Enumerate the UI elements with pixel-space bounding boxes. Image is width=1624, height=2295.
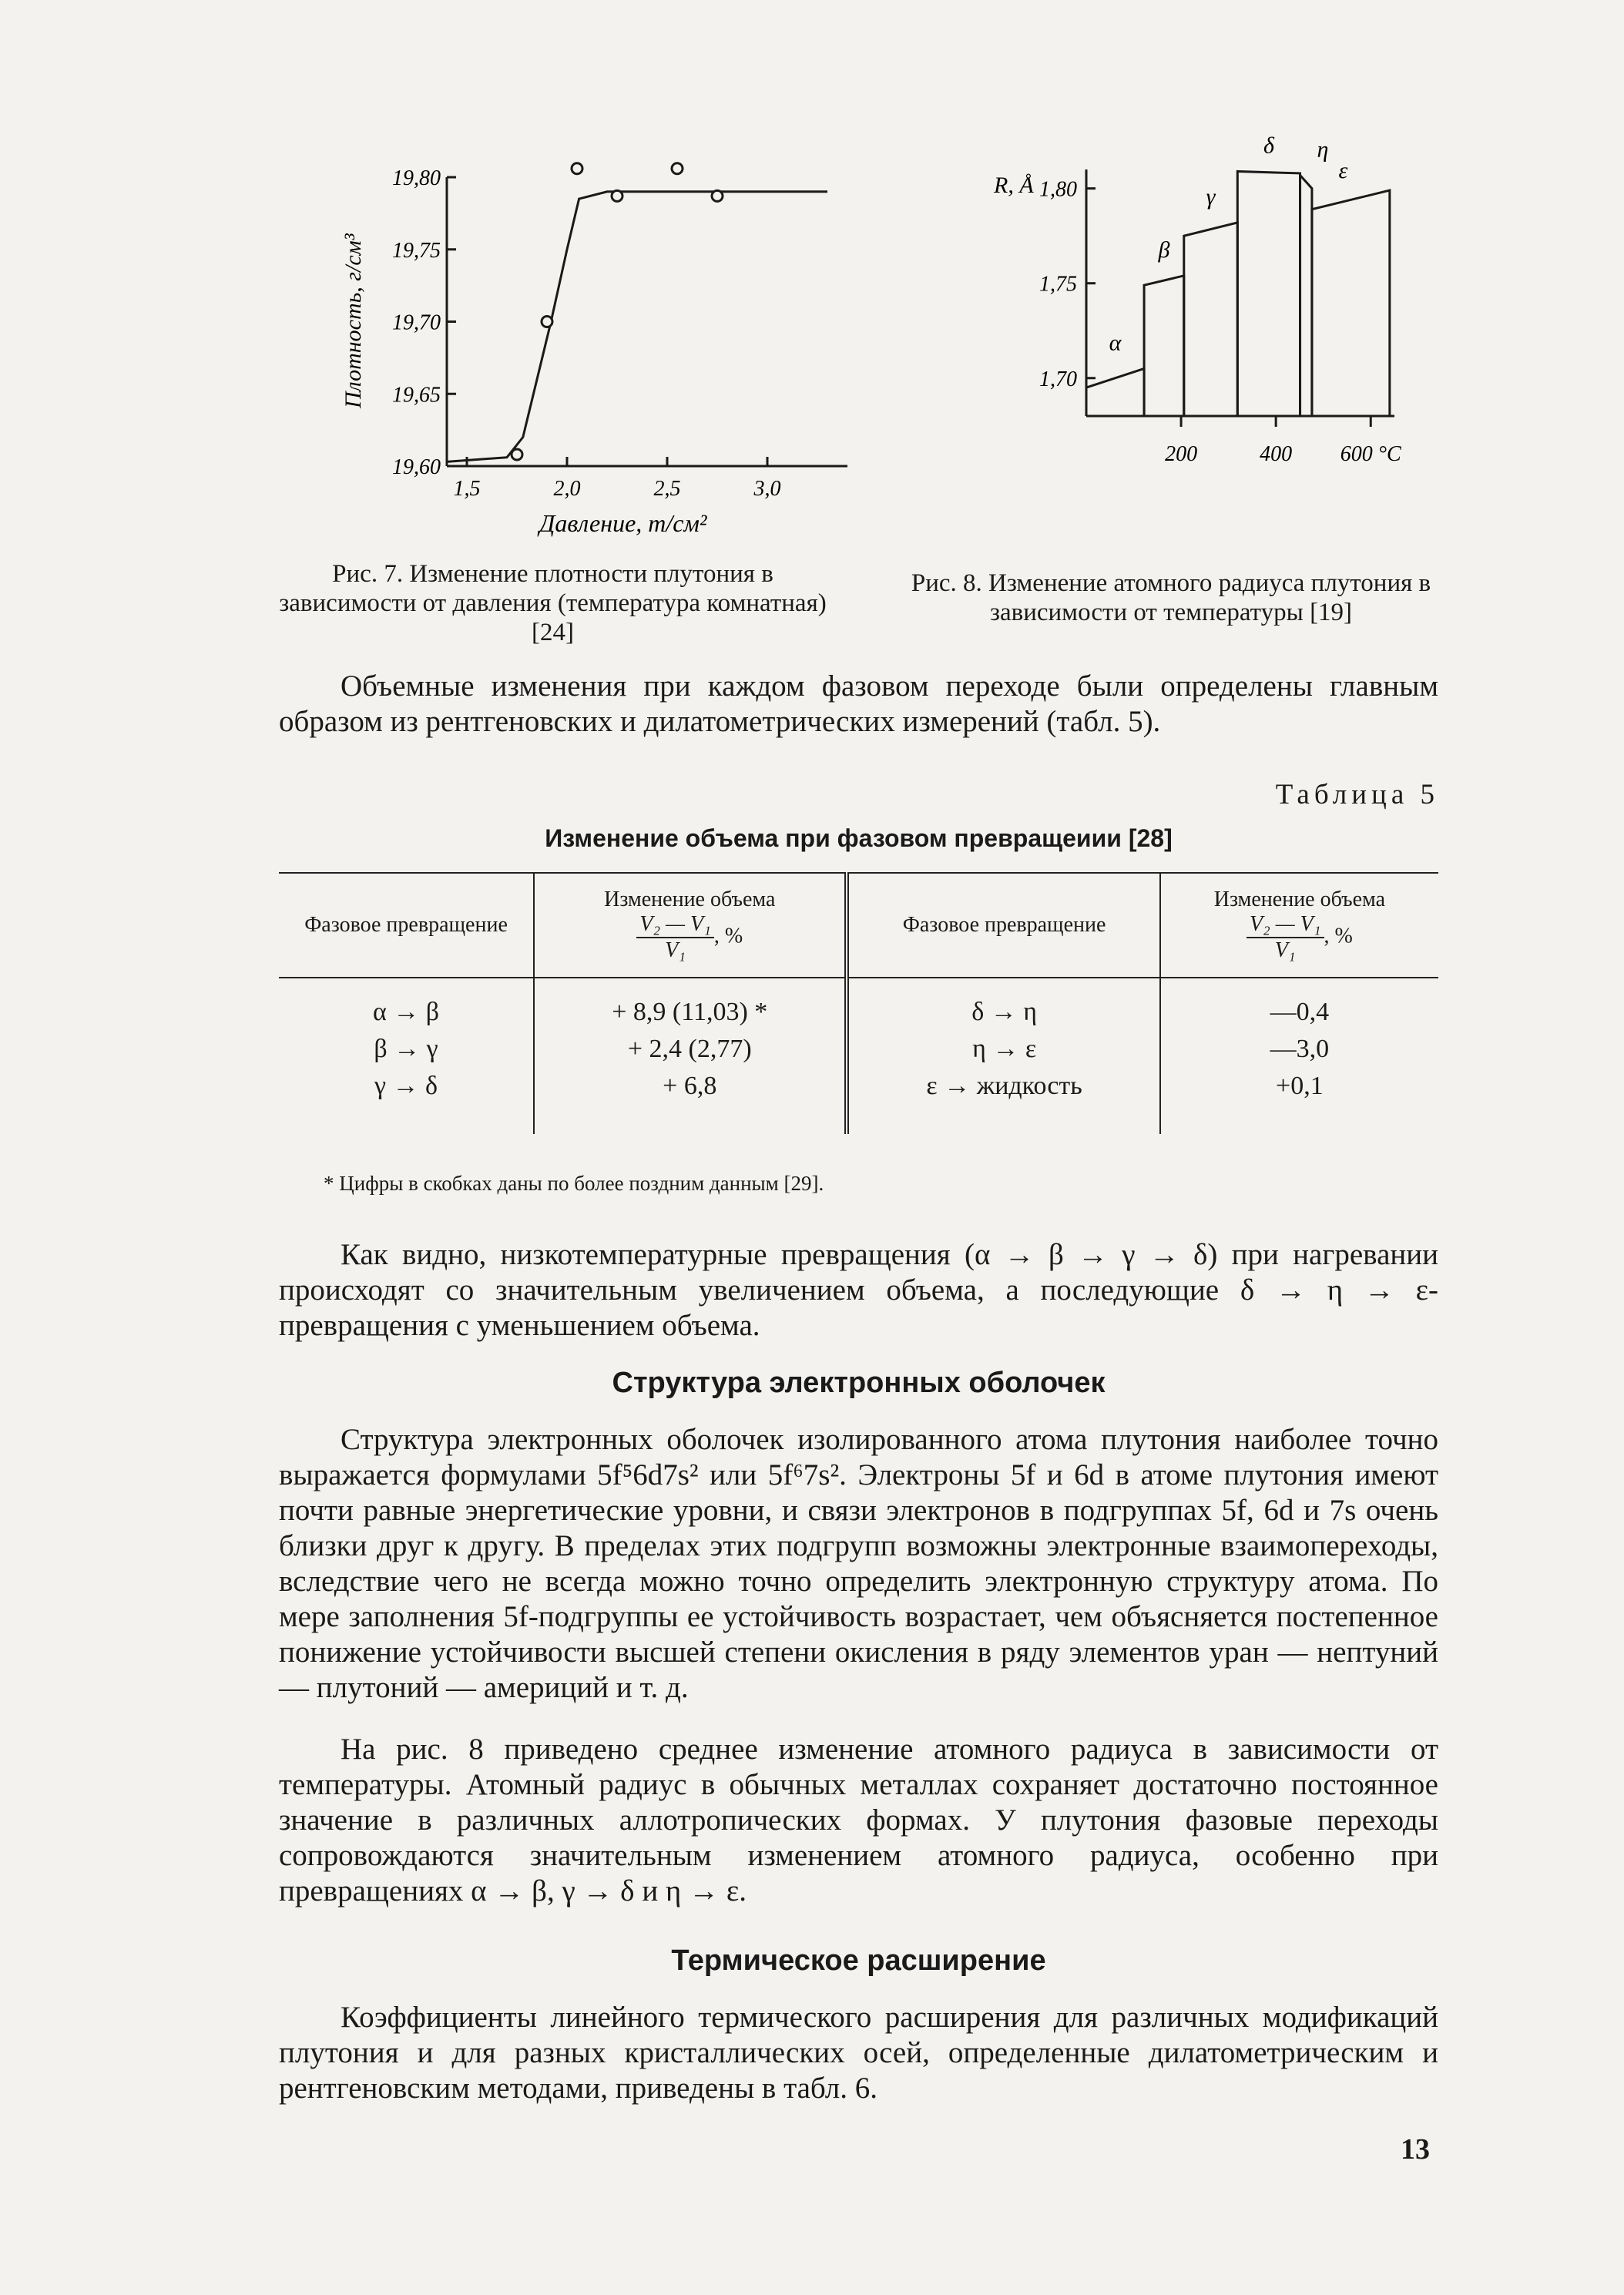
figure-7-x-tick-label: 2,0 <box>553 477 581 501</box>
figure-8-phase-label: η <box>1317 136 1329 163</box>
figure-7-data-point <box>672 163 683 174</box>
figure-7-data-point <box>612 190 622 201</box>
cell-phase-1: γ → δ <box>279 1068 534 1134</box>
figure-7 <box>331 154 855 547</box>
percent-sign: , % <box>1324 924 1353 948</box>
table-row <box>279 1031 1438 1068</box>
header-change-2 <box>1160 873 1438 978</box>
header-change-1-fraction <box>636 912 714 963</box>
table-5-label: Таблица 5 <box>1275 779 1439 810</box>
fraction-denominator: V₁ <box>1274 938 1296 962</box>
cell-phase-2: ε → жидкость <box>847 1068 1159 1134</box>
figure-7-data-point <box>712 190 723 201</box>
figure-8-x-tick-label: 200 <box>1165 442 1198 466</box>
figure-8-y-tick-label: 1,80 <box>1039 177 1077 202</box>
figure-7-xlabel: Давление, т/см² <box>539 509 707 537</box>
header-phase-1: Фазовое превращение <box>279 873 534 978</box>
cell-phase-1: β → γ <box>279 1031 534 1068</box>
paragraph-2: Как видно, низкотемпературные превращения (α → β → γ → δ) при нагревании происходят со значительным увеличением объема, а последующие δ → η → ε-превращения с уменьшением объема. <box>279 1238 1438 1342</box>
figure-8-ylabel: R, Å <box>994 173 1034 198</box>
figure-7-caption: Рис. 7. Изменение плотности плутония в зависимости от давления (температура комнатная) [24] <box>279 560 827 646</box>
figure-8-phase-bar <box>1184 223 1238 416</box>
figure-8-x-tick-label: 400 <box>1260 442 1293 466</box>
cell-change-1: + 2,4 (2,77) <box>534 1031 847 1068</box>
figure-7-data-point <box>572 163 582 174</box>
figure-7-data-point <box>512 449 522 460</box>
figure-8-phase-bar <box>1144 276 1184 416</box>
figure-8-y-tick-label: 1,70 <box>1039 367 1077 391</box>
figure-8-axes <box>1086 169 1394 416</box>
cell-phase-2: η → ε <box>847 1031 1159 1068</box>
figure-7-x-ticks <box>454 457 781 501</box>
fraction-denominator: V₁ <box>665 938 686 962</box>
figure-7-y-tick-label: 19,65 <box>392 383 441 408</box>
fraction-numerator: V₂ — V₁ <box>1247 912 1324 938</box>
figure-7-y-tick-label: 19,75 <box>392 238 441 263</box>
figure-8-phase-label: ε <box>1338 158 1348 184</box>
heading-thermal-expansion: Термическое расширение <box>671 1944 1046 1977</box>
cell-change-2: —3,0 <box>1270 1035 1330 1063</box>
figure-7-axes <box>447 177 847 466</box>
cell-phase-1: α → β <box>279 978 534 1031</box>
figure-8-x-tick-label: 600 °C <box>1340 442 1401 466</box>
cell-change-1: + 6,8 <box>534 1068 847 1134</box>
paragraph-5: Коэффициенты линейного термического расширения для различных модификаций плутония и для разных кристаллических осей, определенные дилатометрическим и рентгеновским методами, приведены в табл. 6. <box>279 2001 1438 2105</box>
table-row <box>279 1068 1438 1134</box>
table-5-title: Изменение объема при фазовом превращеиии [28] <box>545 824 1173 852</box>
table-row <box>279 978 1438 1031</box>
figure-7-x-tick-label: 1,5 <box>453 477 481 501</box>
table-5-header <box>279 873 1438 978</box>
figure-8-caption: Рис. 8. Изменение атомного радиуса плутония в зависимости от температуры [19] <box>911 569 1431 626</box>
figure-8 <box>978 133 1410 539</box>
figure-8-phase-label: δ <box>1263 133 1274 159</box>
figure-8-x-ticks <box>1165 416 1401 466</box>
paragraph-3: Структура электронных оболочек изолированного атома плутония наиболее точно выражается формулами 5f⁵6d7s² или 5f⁶7s². Электроны 5f и 6d в атоме плутония имеют почти равные энергетические уровни, и связи электронов в подгруппах 5f, 6d и 7s очень близки друг к другу. В пределах этих подгрупп возможны электронные взаимопереходы, вследствие чего не всегда можно точно определить электронную структуру атома. По мере заполнения 5f-подгруппы ее устойчивость возрастает, чем объясняется постепенное понижение устойчивости высшей степени окисления в ряду элементов уран — нептуний — плутоний — америций и т. д. <box>279 1423 1438 1704</box>
figure-8-phase-label: γ <box>1206 183 1216 210</box>
figure-8-phase-bar <box>1300 175 1312 416</box>
table-5 <box>279 872 1438 1134</box>
figure-7-x-tick-label: 3,0 <box>753 477 781 501</box>
table-5-footnote: * Цифры в скобках даны по более поздним данным [29]. <box>324 1172 824 1195</box>
figure-7-y-tick-label: 19,60 <box>392 455 441 479</box>
figure-8-phase-bar <box>1237 171 1300 416</box>
page-number: 13 <box>1401 2133 1430 2166</box>
figure-7-curve <box>447 192 827 462</box>
figure-7-y-tick-label: 19,70 <box>392 310 441 335</box>
heading-electron-shells: Структура электронных оболочек <box>612 1367 1106 1399</box>
figure-7-x-tick-label: 2,5 <box>653 477 681 501</box>
header-phase-2: Фазовое превращение <box>847 873 1159 978</box>
figure-8-phase-label: β <box>1158 237 1170 263</box>
paragraph-1: Объемные изменения при каждом фазовом переходе были определены главным образом из рентгеновских и дилатометрических измерений (табл. 5). <box>279 669 1438 738</box>
figure-8-phase-bar <box>1086 368 1144 416</box>
percent-sign: , % <box>713 924 743 948</box>
fraction-numerator: V₂ — V₁ <box>636 912 714 938</box>
header-change-2-label: Изменение объема <box>1213 887 1386 911</box>
figure-7-points <box>512 163 723 460</box>
figure-7-y-tick-label: 19,80 <box>392 166 441 190</box>
figure-7-data-point <box>542 317 552 327</box>
figure-7-ylabel: Плотность, г/см³ <box>341 233 366 408</box>
figure-8-y-tick-label: 1,75 <box>1039 272 1077 297</box>
cell-phase-2: δ → η <box>847 978 1159 1031</box>
header-change-2-fraction <box>1247 912 1324 963</box>
paragraph-4: На рис. 8 приведено среднее изменение атомного радиуса в зависимости от температуры. Атомный радиус в обычных металлах сохраняет достаточно постоянное значение в различных аллотропических формах. У плутония фазовые переходы сопровождаются значительным изменением атомного радиуса, особенно при превращениях α → β, γ → δ и η → ε. <box>279 1733 1438 1907</box>
header-change-1 <box>534 873 847 978</box>
cell-change-2: —0,4 <box>1270 998 1330 1026</box>
cell-change-2: +0,1 <box>1276 1072 1324 1100</box>
figure-8-phase-label: α <box>1109 330 1122 356</box>
figure-8-phase-bar <box>1312 190 1390 416</box>
figure-8-bars <box>1086 133 1390 416</box>
cell-change-1: + 8,9 (11,03) * <box>534 978 847 1031</box>
header-change-1-label: Изменение объема <box>604 887 776 911</box>
